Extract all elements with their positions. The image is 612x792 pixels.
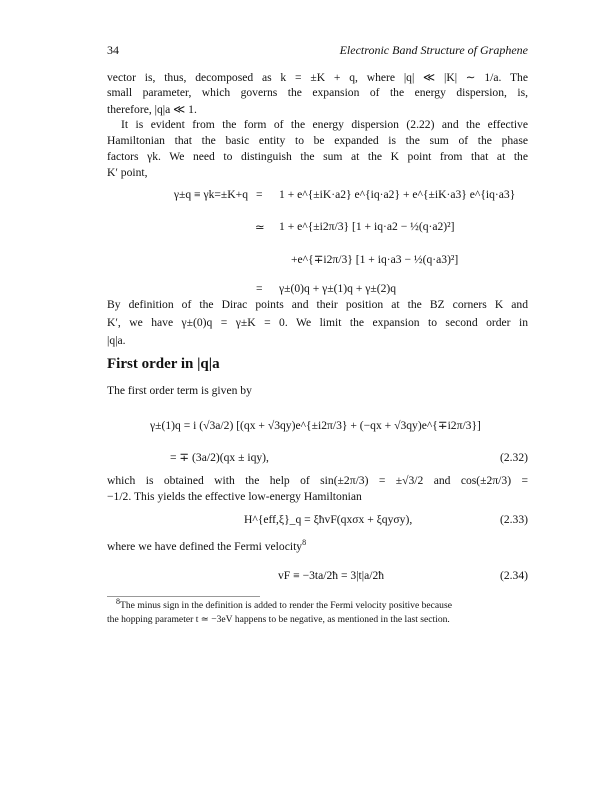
- footnote-line: [116, 596, 452, 611]
- equals-sign: =: [256, 188, 263, 201]
- equation-2-34: vF ≡ −3ta/2ħ = 3|t|a/2ħ: [278, 569, 385, 582]
- text-line: therefore, |q|a ≪ 1.: [107, 103, 197, 116]
- text-line: |q|a.: [107, 334, 126, 347]
- equation-row: γ±(1)q = i (√3a/2) [(qx + √3qy)e^{±i2π/3} + (−qx + √3qy)e^{∓i2π/3}]: [150, 419, 481, 432]
- equation-row: +e^{∓i2π/3} [1 + iq·a3 − ½(q·a3)²]: [291, 253, 459, 266]
- equation-2-33: H^{eff,ξ}_q = ξħvF(qxσx + ξqyσy),: [244, 513, 413, 526]
- running-title: Electronic Band Structure of Graphene: [339, 43, 528, 57]
- equation-lhs: γ±q ≡ γk=±K+q: [173, 188, 248, 201]
- text-line: vector is, thus, decomposed as k = ±K + q, where |q| ≪ |K| ∼ 1/a. The: [107, 71, 528, 84]
- text-line: Hamiltonian that the basic entity to be expanded is the sum of the phase: [107, 134, 528, 147]
- approx-sign: ≃: [255, 221, 265, 234]
- footnote-mark: 8: [116, 596, 120, 606]
- footnote-line: the hopping parameter t ≃ −3eV happens to be negative, as mentioned in the last section.: [107, 614, 450, 625]
- equation-number: (2.32): [499, 451, 528, 464]
- equation-number: (2.34): [499, 569, 528, 582]
- text: where we have defined the Fermi velocity: [107, 540, 303, 553]
- text-line: By definition of the Dirac points and their position at the BZ corners K and: [107, 298, 528, 311]
- page-number: 34: [107, 43, 119, 57]
- equation-row: γ±(0)q + γ±(1)q + γ±(2)q: [279, 282, 397, 295]
- equation-row: 1 + e^{±i2π/3} [1 + iq·a2 − ½(q·a2)²]: [279, 220, 455, 233]
- text-line: which is obtained with the help of sin(±2π/3) = ±√3/2 and cos(±2π/3) =: [107, 474, 528, 487]
- text-line: factors γk. We need to distinguish the sum at the K point from that at the: [107, 150, 528, 163]
- text-line: It is evident from the form of the energy dispersion (2.22) and the effective: [121, 118, 528, 131]
- footnote-rule: [107, 596, 260, 597]
- equation-row: = ∓ (3a/2)(qx ± iqy),: [170, 451, 269, 464]
- footnote-mark: 8: [302, 538, 307, 548]
- text-line: The first order term is given by: [107, 384, 252, 397]
- text-line: K′ point,: [107, 166, 148, 179]
- section-heading: First order in |q|a: [107, 356, 220, 372]
- equals-sign: =: [256, 282, 263, 295]
- equation-number: (2.33): [499, 513, 528, 526]
- equation-row: 1 + e^{±iK·a2} e^{iq·a2} + e^{±iK·a3} e^{iq·a3}: [279, 188, 516, 201]
- text-line: K′, we have γ±(0)q = γ±K = 0. We limit the expansion to second order in: [107, 316, 528, 329]
- text-line: small parameter, which governs the expansion of the energy dispersion, is,: [107, 86, 528, 99]
- text: The minus sign in the definition is added to render the Fermi velocity positive because: [120, 600, 452, 611]
- text-line: [107, 540, 306, 553]
- text-line: −1/2. This yields the effective low-energy Hamiltonian: [107, 490, 362, 503]
